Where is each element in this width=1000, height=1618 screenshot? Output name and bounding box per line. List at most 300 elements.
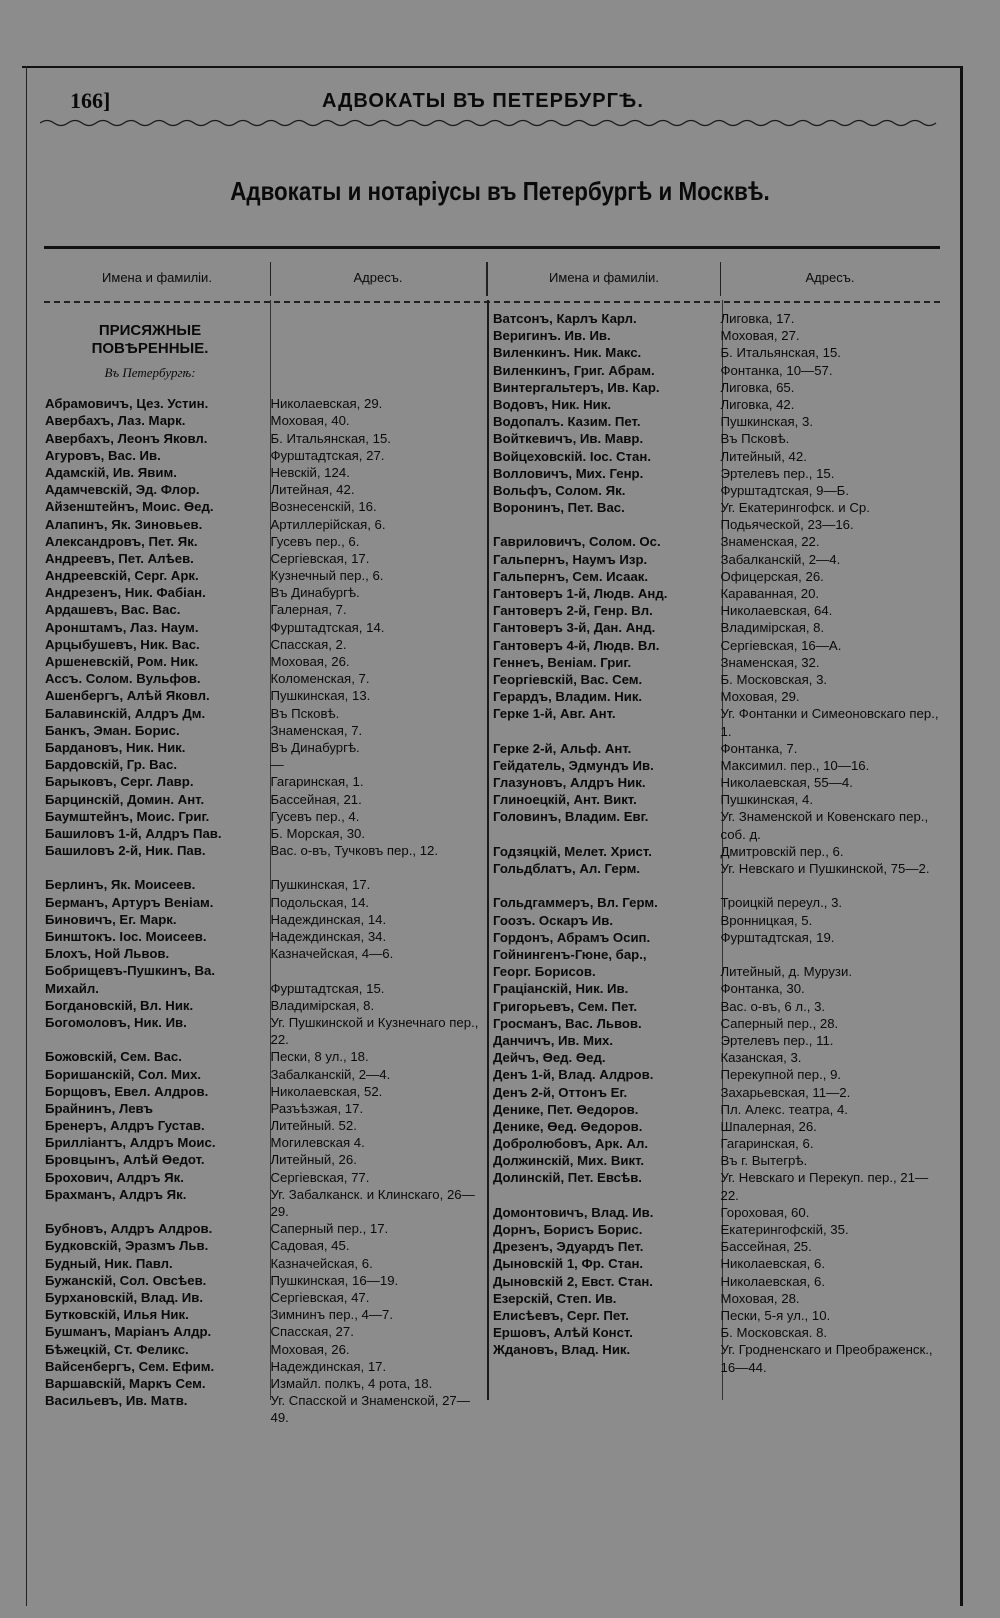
- address: Въ г. Вытегрѣ.: [720, 1153, 808, 1169]
- person-name: Водопалъ. Казим. Пет.: [493, 414, 641, 430]
- person-name: Борщовъ, Евел. Алдров.: [45, 1083, 209, 1099]
- person-name: Денике, Өед. Өедоров.: [493, 1118, 643, 1134]
- table-row: [493, 774, 939, 791]
- table-row: [493, 482, 939, 499]
- address: Подольская, 14.: [270, 894, 370, 910]
- address: Кузнечный пер., 6.: [270, 568, 384, 584]
- address: Въ Псковѣ.: [270, 705, 340, 721]
- table-row: [45, 808, 482, 825]
- person-name: Георг. Борисов.: [493, 964, 596, 980]
- person-name: Гантоверъ 1-й, Людв. Анд.: [493, 586, 668, 602]
- address: Б. Московская. 8.: [720, 1325, 828, 1341]
- table-row: [45, 1375, 482, 1392]
- table-row: [493, 912, 939, 929]
- person-name: Гоозъ. Оскаръ Ив.: [493, 912, 614, 928]
- address: Бассейная, 21.: [270, 791, 362, 807]
- table-row: [493, 757, 939, 774]
- table-row: [493, 1032, 939, 1049]
- person-name: Андреевскій, Серг. Арк.: [45, 568, 199, 584]
- table-row: [493, 448, 939, 465]
- person-name: Берманъ, Артуръ Веніам.: [45, 894, 214, 910]
- page-left-border: [26, 66, 27, 1606]
- person-name: Ашенбергъ, Алѣй Яковл.: [45, 688, 210, 704]
- address: Моховая, 40.: [270, 413, 350, 429]
- address: Забалканскій, 2—4.: [270, 1066, 391, 1082]
- table-row: [45, 619, 482, 636]
- person-name: Гантоверъ 4-й, Людв. Вл.: [493, 637, 660, 653]
- person-name: Богомоловъ, Ник. Ив.: [45, 1014, 187, 1030]
- person-name: Георгіевскій, Вас. Сем.: [493, 671, 643, 687]
- person-name: Вольфъ, Солом. Як.: [493, 482, 626, 498]
- address: Саперный пер., 28.: [720, 1015, 839, 1031]
- person-name: Барыковъ, Серг. Лавр.: [45, 774, 194, 790]
- address: Артиллерійская, 6.: [270, 516, 386, 532]
- person-name: Войцеховскій. Іос. Стан.: [493, 448, 651, 464]
- person-name: Гордонъ, Абрамъ Осип.: [493, 929, 651, 945]
- table-row: [493, 1169, 939, 1203]
- address: Забалканскій, 2—4.: [720, 551, 841, 567]
- person-name: Бобрищевъ-Пушкинъ, Ва.: [45, 963, 216, 979]
- person-name: Баумштейнъ, Моис. Григ.: [45, 808, 210, 824]
- address: Литейный, 26.: [270, 1152, 357, 1168]
- table-row: [493, 1084, 939, 1101]
- address: Фонтанка, 30.: [720, 981, 805, 997]
- person-name: Ершовъ, Алѣй Конст.: [493, 1325, 633, 1341]
- address: Коломенская, 7.: [270, 671, 370, 687]
- address: Знаменская, 22.: [720, 534, 820, 550]
- address: Казначейская, 6.: [270, 1255, 373, 1271]
- address: Разъѣзжая, 17.: [270, 1100, 364, 1116]
- table-row: [45, 722, 482, 739]
- address: Сергіевская, 16—А.: [720, 637, 842, 653]
- table-row: [493, 1290, 939, 1307]
- address: Перекупной пер., 9.: [720, 1067, 842, 1083]
- table-row: [45, 601, 482, 618]
- person-name: Винтергальтеръ, Ив. Кар.: [493, 379, 660, 395]
- person-name: Бушманъ, Маріанъ Алдр.: [45, 1324, 212, 1340]
- header-top-rule: [44, 246, 940, 249]
- address: Фурштадтская, 27.: [270, 447, 385, 463]
- address: Эртелевъ пер., 11.: [720, 1032, 834, 1048]
- address: Уг. Знаменской и Ковенскаго пер., соб. д.: [720, 809, 929, 842]
- table-row: [45, 1358, 482, 1375]
- table-row: [493, 1221, 939, 1238]
- person-name: Бровцынъ, Алѣй Өедот.: [45, 1152, 205, 1168]
- table-row: [493, 602, 939, 619]
- person-name: Гантоверъ 2-й, Генр. Вл.: [493, 603, 653, 619]
- address: Надеждинская, 17.: [270, 1358, 387, 1374]
- address: Лиговка, 65.: [720, 379, 795, 395]
- table-row: [45, 739, 482, 756]
- address: Сергіевская, 77.: [270, 1169, 370, 1185]
- table-row: [45, 636, 482, 653]
- person-name: Башиловъ 1-й, Алдръ Пав.: [45, 825, 222, 841]
- table-row: [493, 568, 939, 585]
- section-heading: ПРИСЯЖНЫЕ ПОВѢРЕННЫЕ.: [91, 322, 209, 357]
- table-row: [45, 962, 482, 979]
- table-row: [45, 705, 482, 722]
- table-row: [45, 842, 482, 876]
- person-name: Данчичъ, Ив. Мих.: [493, 1032, 614, 1048]
- table-row: [45, 1323, 482, 1340]
- person-name: Добролюбовъ, Арк. Ал.: [493, 1136, 648, 1152]
- person-name: Герардъ, Владим. Ник.: [493, 689, 643, 705]
- address: Фонтанка, 10—57.: [720, 362, 833, 378]
- person-name: Должинскій, Мих. Викт.: [493, 1153, 645, 1169]
- address: Фонтанка, 7.: [720, 740, 798, 756]
- person-name: Дыновскій 1, Фр. Стан.: [493, 1256, 644, 1272]
- person-name: Годзяцкій, Мелет. Христ.: [493, 843, 652, 859]
- person-name: Брахманъ, Алдръ Як.: [45, 1186, 187, 1202]
- table-row: [493, 791, 939, 808]
- person-name: Долинскій, Пет. Евсѣв.: [493, 1170, 642, 1186]
- table-row: [493, 1118, 939, 1135]
- person-name: Головинъ, Владим. Евг.: [493, 809, 649, 825]
- table-row: [493, 1307, 939, 1324]
- wavy-divider: [40, 118, 940, 128]
- address: Пески, 8 ул., 18.: [270, 1049, 369, 1065]
- address: Б. Итальянская, 15.: [720, 345, 841, 361]
- table-row: [493, 327, 939, 344]
- address: Литейный, 42.: [720, 448, 807, 464]
- table-row: [45, 1048, 482, 1065]
- person-name: Дорнъ, Борисъ Борис.: [493, 1222, 643, 1238]
- address: Уг. Невскаго и Пушкинской, 75—2.: [720, 861, 930, 877]
- table-row: [45, 791, 482, 808]
- table-row: [45, 430, 482, 447]
- person-name: Гантоверъ 3-й, Дан. Анд.: [493, 620, 656, 636]
- person-name: Бѣжецкій, Ст. Феликс.: [45, 1341, 189, 1357]
- address: Бассейная, 25.: [720, 1239, 812, 1255]
- table-row: [493, 1015, 939, 1032]
- person-name: Башиловъ 2-й, Ник. Пав.: [45, 843, 206, 859]
- table-row: [493, 946, 939, 963]
- person-name: Гавриловичъ, Солом. Ос.: [493, 534, 661, 550]
- table-row: [45, 653, 482, 670]
- table-row: [493, 1204, 939, 1221]
- table-row: [493, 637, 939, 654]
- table-row: [45, 756, 482, 773]
- main-title: Адвокаты и нотаріусы въ Петербургѣ и Москвѣ.: [230, 176, 770, 206]
- address: Моховая, 29.: [720, 689, 800, 705]
- person-name: Денъ 2-й, Оттонъ Ег.: [493, 1084, 628, 1100]
- table-row: [493, 310, 939, 327]
- address: Спасская, 27.: [270, 1324, 354, 1340]
- address: Уг. Невскаго и Перекуп. пер., 21—22.: [720, 1170, 929, 1203]
- address: Николаевская, 55—4.: [720, 775, 853, 791]
- address: Гагаринская, 1.: [270, 774, 364, 790]
- table-row: [493, 843, 939, 860]
- person-name: Бардовскій, Гр. Вас.: [45, 757, 177, 773]
- person-name: Глазуновъ, Алдръ Ник.: [493, 775, 646, 791]
- address: [714, 946, 939, 963]
- address: Измайл. полкъ, 4 рота, 18.: [270, 1375, 433, 1391]
- person-name: Балавинскій, Алдръ Дм.: [45, 705, 206, 721]
- table-row: [493, 619, 939, 636]
- person-name: Виленкинъ. Ник. Макс.: [493, 345, 642, 361]
- address: Захарьевская, 11—2.: [720, 1084, 851, 1100]
- address: Садовая, 45.: [270, 1238, 350, 1254]
- address: Литейный, д. Мурузи.: [720, 964, 853, 980]
- right-entry-list: [493, 310, 939, 1376]
- address: Гороховая, 60.: [720, 1204, 810, 1220]
- person-name: Ждановъ, Влад. Ник.: [493, 1342, 631, 1358]
- address: Гагаринская, 6.: [720, 1136, 814, 1152]
- address: Вас. о-въ, Тучковъ пер., 12.: [270, 843, 439, 859]
- address: Невскій, 124.: [270, 464, 350, 480]
- table-row: [45, 550, 482, 567]
- address: Литейный. 52.: [270, 1118, 357, 1134]
- address: Уг. Екатерингофск. и Ср. Подьяческой, 23—16.: [720, 500, 870, 533]
- table-row: [45, 980, 482, 997]
- address: Гусевъ пер., 4.: [270, 808, 360, 824]
- person-name: Боришанскій, Сол. Мих.: [45, 1066, 202, 1082]
- address: Пушкинская, 3.: [720, 414, 814, 430]
- person-name: Богдановскій, Вл. Ник.: [45, 997, 194, 1013]
- running-title: АДВОКАТЫ ВЪ ПЕТЕРБУРГѢ.: [322, 90, 644, 112]
- table-row: [493, 860, 939, 894]
- table-row: [493, 929, 939, 946]
- address: Вронницкая, 5.: [720, 912, 813, 928]
- table-row: [45, 1289, 482, 1306]
- person-name: Алапинъ, Як. Зиновьев.: [45, 516, 203, 532]
- person-name: Андрезенъ, Ник. Фабіан.: [45, 585, 206, 601]
- person-name: Блохъ, Ной Львов.: [45, 946, 170, 962]
- person-name: Будный, Ник. Павл.: [45, 1255, 173, 1271]
- person-name: Александровъ, Пет. Як.: [45, 533, 198, 549]
- table-row: [45, 1237, 482, 1254]
- address: Дмитровскій пер., 6.: [720, 843, 844, 859]
- table-row: [493, 430, 939, 447]
- address: Могилевская 4.: [270, 1135, 365, 1151]
- person-name: Ассъ. Солом. Вульфов.: [45, 671, 201, 687]
- address: Офицерская, 26.: [720, 568, 824, 584]
- address: Моховая, 26.: [270, 654, 350, 670]
- person-name: Григорьевъ, Сем. Пет.: [493, 998, 638, 1014]
- person-name: Бинштокъ. Іос. Моисеев.: [45, 929, 207, 945]
- person-name: Граціанскій, Ник. Ив.: [493, 981, 629, 997]
- address: Пушкинская, 16—19.: [270, 1272, 399, 1288]
- table-row: [493, 1273, 939, 1290]
- table-row: [493, 1152, 939, 1169]
- address: Спасская, 2.: [270, 636, 347, 652]
- address: Знаменская, 7.: [270, 722, 363, 738]
- person-name: Андреевъ, Пет. Алѣев.: [45, 550, 194, 566]
- table-row: [493, 654, 939, 671]
- table-row: [45, 567, 482, 584]
- address: Б. Московская, 3.: [720, 671, 828, 687]
- person-name: Домонтовичъ, Влад. Ив.: [493, 1204, 654, 1220]
- table-row: [493, 379, 939, 396]
- table-row: [45, 1014, 482, 1048]
- person-name: Авербахъ, Лаз. Марк.: [45, 413, 186, 429]
- person-name: Бубновъ, Алдръ Алдров.: [45, 1221, 213, 1237]
- person-name: Езерскій, Степ. Ив.: [493, 1290, 617, 1306]
- person-name: Адамскій, Ив. Явим.: [45, 464, 177, 480]
- person-name: Ардашевъ, Вас. Вас.: [45, 602, 181, 618]
- table-row: [45, 1341, 482, 1358]
- person-name: Бурхановскій, Влад. Ив.: [45, 1290, 204, 1305]
- table-row: [493, 396, 939, 413]
- person-name: Аршеневскій, Ром. Ник.: [45, 654, 199, 670]
- person-name: Авербахъ, Леонъ Яковл.: [45, 430, 208, 446]
- table-row: [45, 412, 482, 429]
- person-name: Денъ 1-й, Влад. Алдров.: [493, 1067, 654, 1083]
- address: —: [270, 757, 284, 773]
- table-row: [45, 773, 482, 790]
- table-row: [493, 1324, 939, 1341]
- address: Зимнинъ пер., 4—7.: [270, 1307, 394, 1323]
- person-name: Вайсенбергъ, Сем. Ефим.: [45, 1358, 215, 1374]
- address: Караванная, 20.: [720, 586, 820, 602]
- address: Шпалерная, 26.: [720, 1118, 817, 1134]
- left-column: [45, 310, 482, 1427]
- table-row: [45, 464, 482, 481]
- address: Николаевская, 6.: [720, 1273, 826, 1289]
- person-name: Ватсонъ, Карлъ Карл.: [493, 311, 637, 326]
- address: Николаевская, 6.: [720, 1256, 826, 1272]
- table-row: [493, 963, 939, 980]
- table-row: [45, 894, 482, 911]
- address: Уг. Фонтанки и Симеоновскаго пер., 1.: [720, 706, 939, 739]
- running-head: [70, 88, 960, 116]
- address: Казначейская, 4—6.: [270, 946, 394, 962]
- address: Пушкинская, 17.: [270, 877, 371, 893]
- table-row: [493, 671, 939, 688]
- person-name: Герке 1-й, Авг. Ант.: [493, 706, 616, 722]
- person-name: Варшавскій, Маркъ Сем.: [45, 1375, 206, 1391]
- person-name: Брайнинъ, Левъ: [45, 1100, 153, 1116]
- address: [266, 962, 482, 979]
- person-name: Агуровъ, Вас. Ив.: [45, 447, 161, 463]
- address: Уг. Гродненскаго и Преображенск., 16—44.: [720, 1342, 933, 1375]
- table-row: [45, 1272, 482, 1289]
- person-name: Михайл.: [45, 980, 99, 996]
- person-name: Бутковскій, Илья Ник.: [45, 1307, 189, 1323]
- table-row: [45, 584, 482, 601]
- address: Николаевская, 52.: [270, 1083, 383, 1099]
- person-name: Гойнингенъ-Гюне, бар.,: [493, 947, 647, 962]
- person-name: Дрезенъ, Эдуардъ Пет.: [493, 1239, 644, 1255]
- table-row: [493, 1049, 939, 1066]
- address: Въ Динабургѣ.: [270, 739, 360, 755]
- person-name: Водовъ, Ник. Ник.: [493, 396, 612, 412]
- address: Фурштадтская, 9—Б.: [720, 482, 849, 498]
- person-name: Будковскій, Эразмъ Льв.: [45, 1238, 209, 1254]
- person-name: Гольдгаммеръ, Вл. Герм.: [493, 895, 658, 911]
- table-row: [45, 447, 482, 464]
- header-name-left: Имена и фамиліи.: [102, 270, 212, 285]
- column-separator: [487, 300, 489, 1400]
- table-row: [493, 362, 939, 379]
- address: Вознесенскій, 16.: [270, 499, 377, 515]
- table-row: [45, 1392, 482, 1426]
- table-row: [493, 740, 939, 757]
- person-name: Гейдатель, Эдмундъ Ив.: [493, 757, 654, 773]
- table-row: [493, 1066, 939, 1083]
- person-name: Воронинъ, Пет. Вас.: [493, 500, 625, 516]
- table-row: [493, 688, 939, 705]
- person-name: Гальпернъ, Сем. Исаак.: [493, 568, 649, 584]
- address: Владимірская, 8.: [720, 620, 825, 636]
- person-name: Дыновскій 2, Евст. Стан.: [493, 1273, 653, 1289]
- address: Уг. Спасской и Знаменской, 27—49.: [270, 1393, 470, 1426]
- page-right-border: [960, 66, 963, 1606]
- person-name: Адамчевскій, Эд. Флор.: [45, 482, 200, 498]
- table-row: [493, 894, 939, 911]
- header-address-right: Адресъ.: [805, 270, 855, 285]
- address: Фурштадтская, 15.: [270, 980, 385, 996]
- address: Сергіевская, 47.: [270, 1290, 370, 1305]
- left-entry-list: [45, 395, 482, 1426]
- table-row: [493, 465, 939, 482]
- person-name: Арцыбушевъ, Ник. Вас.: [45, 636, 200, 652]
- right-column: [493, 310, 939, 1376]
- table-row: [493, 1341, 939, 1375]
- address: Моховая, 28.: [720, 1290, 800, 1306]
- person-name: Елисѣевъ, Серг. Пет.: [493, 1307, 629, 1323]
- address: Екатерингофскій, 35.: [720, 1222, 849, 1238]
- person-name: Айзенштейнъ, Моис. Өед.: [45, 499, 214, 515]
- address: Надеждинская, 34.: [270, 929, 387, 945]
- table-row: [45, 1083, 482, 1100]
- person-name: Дейчъ, Өед. Өед.: [493, 1050, 606, 1066]
- address: Надеждинская, 14.: [270, 911, 387, 927]
- table-row: [45, 911, 482, 928]
- table-header: [44, 262, 940, 292]
- table-row: [45, 1066, 482, 1083]
- address: Знаменская, 32.: [720, 654, 820, 670]
- table-row: [45, 1255, 482, 1272]
- table-row: [45, 876, 482, 893]
- address: Пески, 5-я ул., 10.: [720, 1307, 831, 1323]
- table-row: [45, 481, 482, 498]
- person-name: Волловичъ, Мих. Генр.: [493, 465, 644, 481]
- person-name: Денике, Пет. Өедоров.: [493, 1101, 639, 1117]
- table-row: [45, 687, 482, 704]
- table-row: [493, 1135, 939, 1152]
- section-subheading: Въ Петербургѣ:: [104, 365, 196, 380]
- table-row: [493, 705, 939, 739]
- table-row: [45, 498, 482, 515]
- address: Въ Динабургѣ.: [270, 585, 360, 601]
- address: Эртелевъ пер., 15.: [720, 465, 835, 481]
- address: Литейная, 42.: [270, 482, 355, 498]
- table-row: [45, 997, 482, 1014]
- person-name: Брилліантъ, Алдръ Моис.: [45, 1135, 216, 1151]
- address: Моховая, 27.: [720, 328, 800, 344]
- person-name: Виленкинъ, Григ. Абрам.: [493, 362, 655, 378]
- address: Галерная, 7.: [270, 602, 347, 618]
- person-name: Аронштамъ, Лаз. Наум.: [45, 619, 199, 635]
- person-name: Барцинскій, Домин. Ант.: [45, 791, 205, 807]
- table-row: [493, 499, 939, 533]
- table-row: [493, 585, 939, 602]
- person-name: Васильевъ, Ив. Матв.: [45, 1393, 188, 1409]
- table-row: [45, 1151, 482, 1168]
- address: Владимірская, 8.: [270, 997, 375, 1013]
- header-name-right: Имена и фамиліи.: [549, 270, 659, 285]
- header-address-left: Адресъ.: [353, 270, 403, 285]
- table-row: [493, 533, 939, 550]
- address: Уг. Пушкинской и Кузнечнаго пер., 22.: [270, 1014, 479, 1048]
- table-row: [493, 998, 939, 1015]
- address: Фурштадтская, 19.: [720, 929, 835, 945]
- person-name: Войткевичъ, Ив. Мавр.: [493, 431, 644, 447]
- person-name: Берлинъ, Як. Моисеев.: [45, 877, 196, 893]
- address: Лиговка, 42.: [720, 396, 795, 412]
- person-name: Бардановъ, Ник. Ник.: [45, 739, 186, 755]
